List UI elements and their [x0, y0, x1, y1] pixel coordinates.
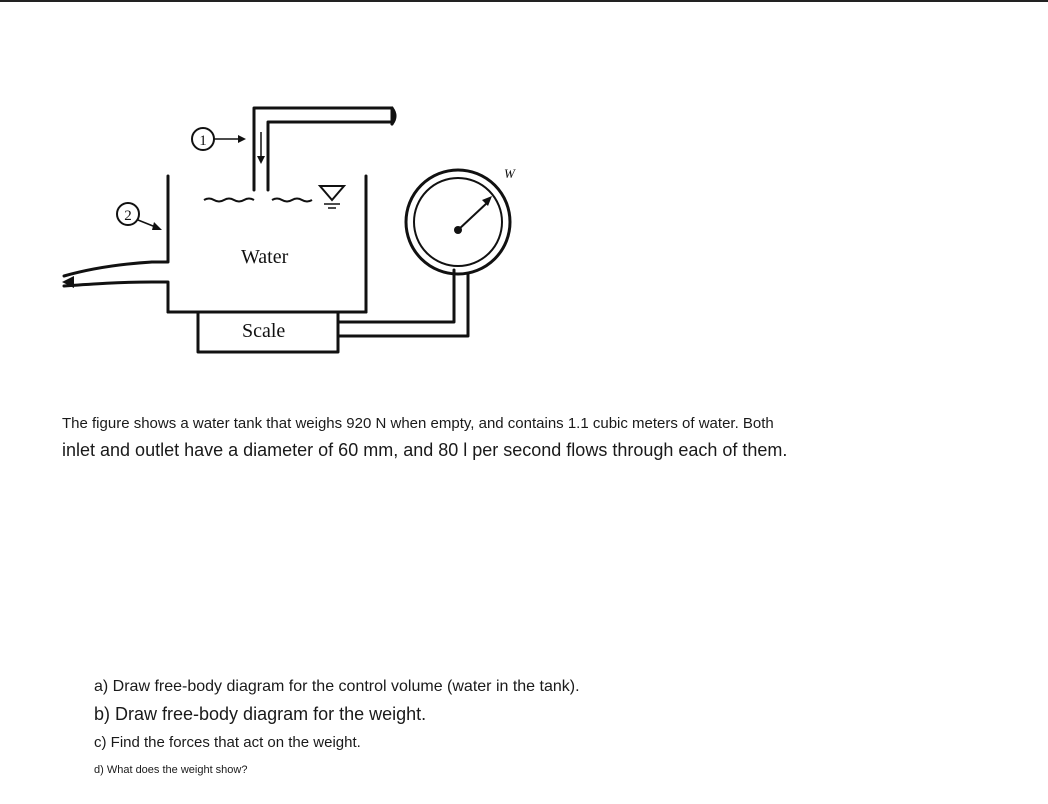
question-c: c) Find the forces that act on the weight. [94, 734, 361, 751]
outlet-jet-lower [64, 282, 152, 286]
question-a: a) Draw free-body diagram for the control volume (water in the tank). [94, 678, 580, 695]
problem-line-2: inlet and outlet have a diameter of 60 mm, and 80 l per second flows through each of them. [62, 440, 788, 460]
gauge-tube-upper [338, 270, 454, 322]
problem-line-1: The figure shows a water tank that weighs 920 N when empty, and contains 1.1 cubic meters of water. Both [62, 415, 774, 432]
water-label: Water [241, 246, 289, 268]
gauge-tube-lower [338, 274, 468, 336]
water-surface [204, 199, 312, 202]
scale-label: Scale [242, 320, 286, 342]
point-2-label: 2 [124, 208, 132, 224]
tank-diagram [0, 0, 1048, 400]
gauge-needle [458, 202, 488, 230]
tank-left-wall-top [152, 176, 168, 262]
free-surface-symbol [320, 186, 344, 200]
question-b: b) Draw free-body diagram for the weight. [94, 704, 427, 724]
tank-left-wall-bottom [152, 282, 168, 312]
gauge-outer-ring [406, 170, 510, 274]
weight-label: W [504, 166, 515, 181]
question-d: d) What does the weight show? [94, 764, 248, 776]
point-1-label: 1 [199, 133, 207, 149]
outlet-jet-upper [64, 262, 152, 276]
inlet-pipe-outer [254, 108, 392, 190]
inlet-pipe-inner [268, 122, 390, 190]
gauge-inner-ring [414, 178, 502, 266]
